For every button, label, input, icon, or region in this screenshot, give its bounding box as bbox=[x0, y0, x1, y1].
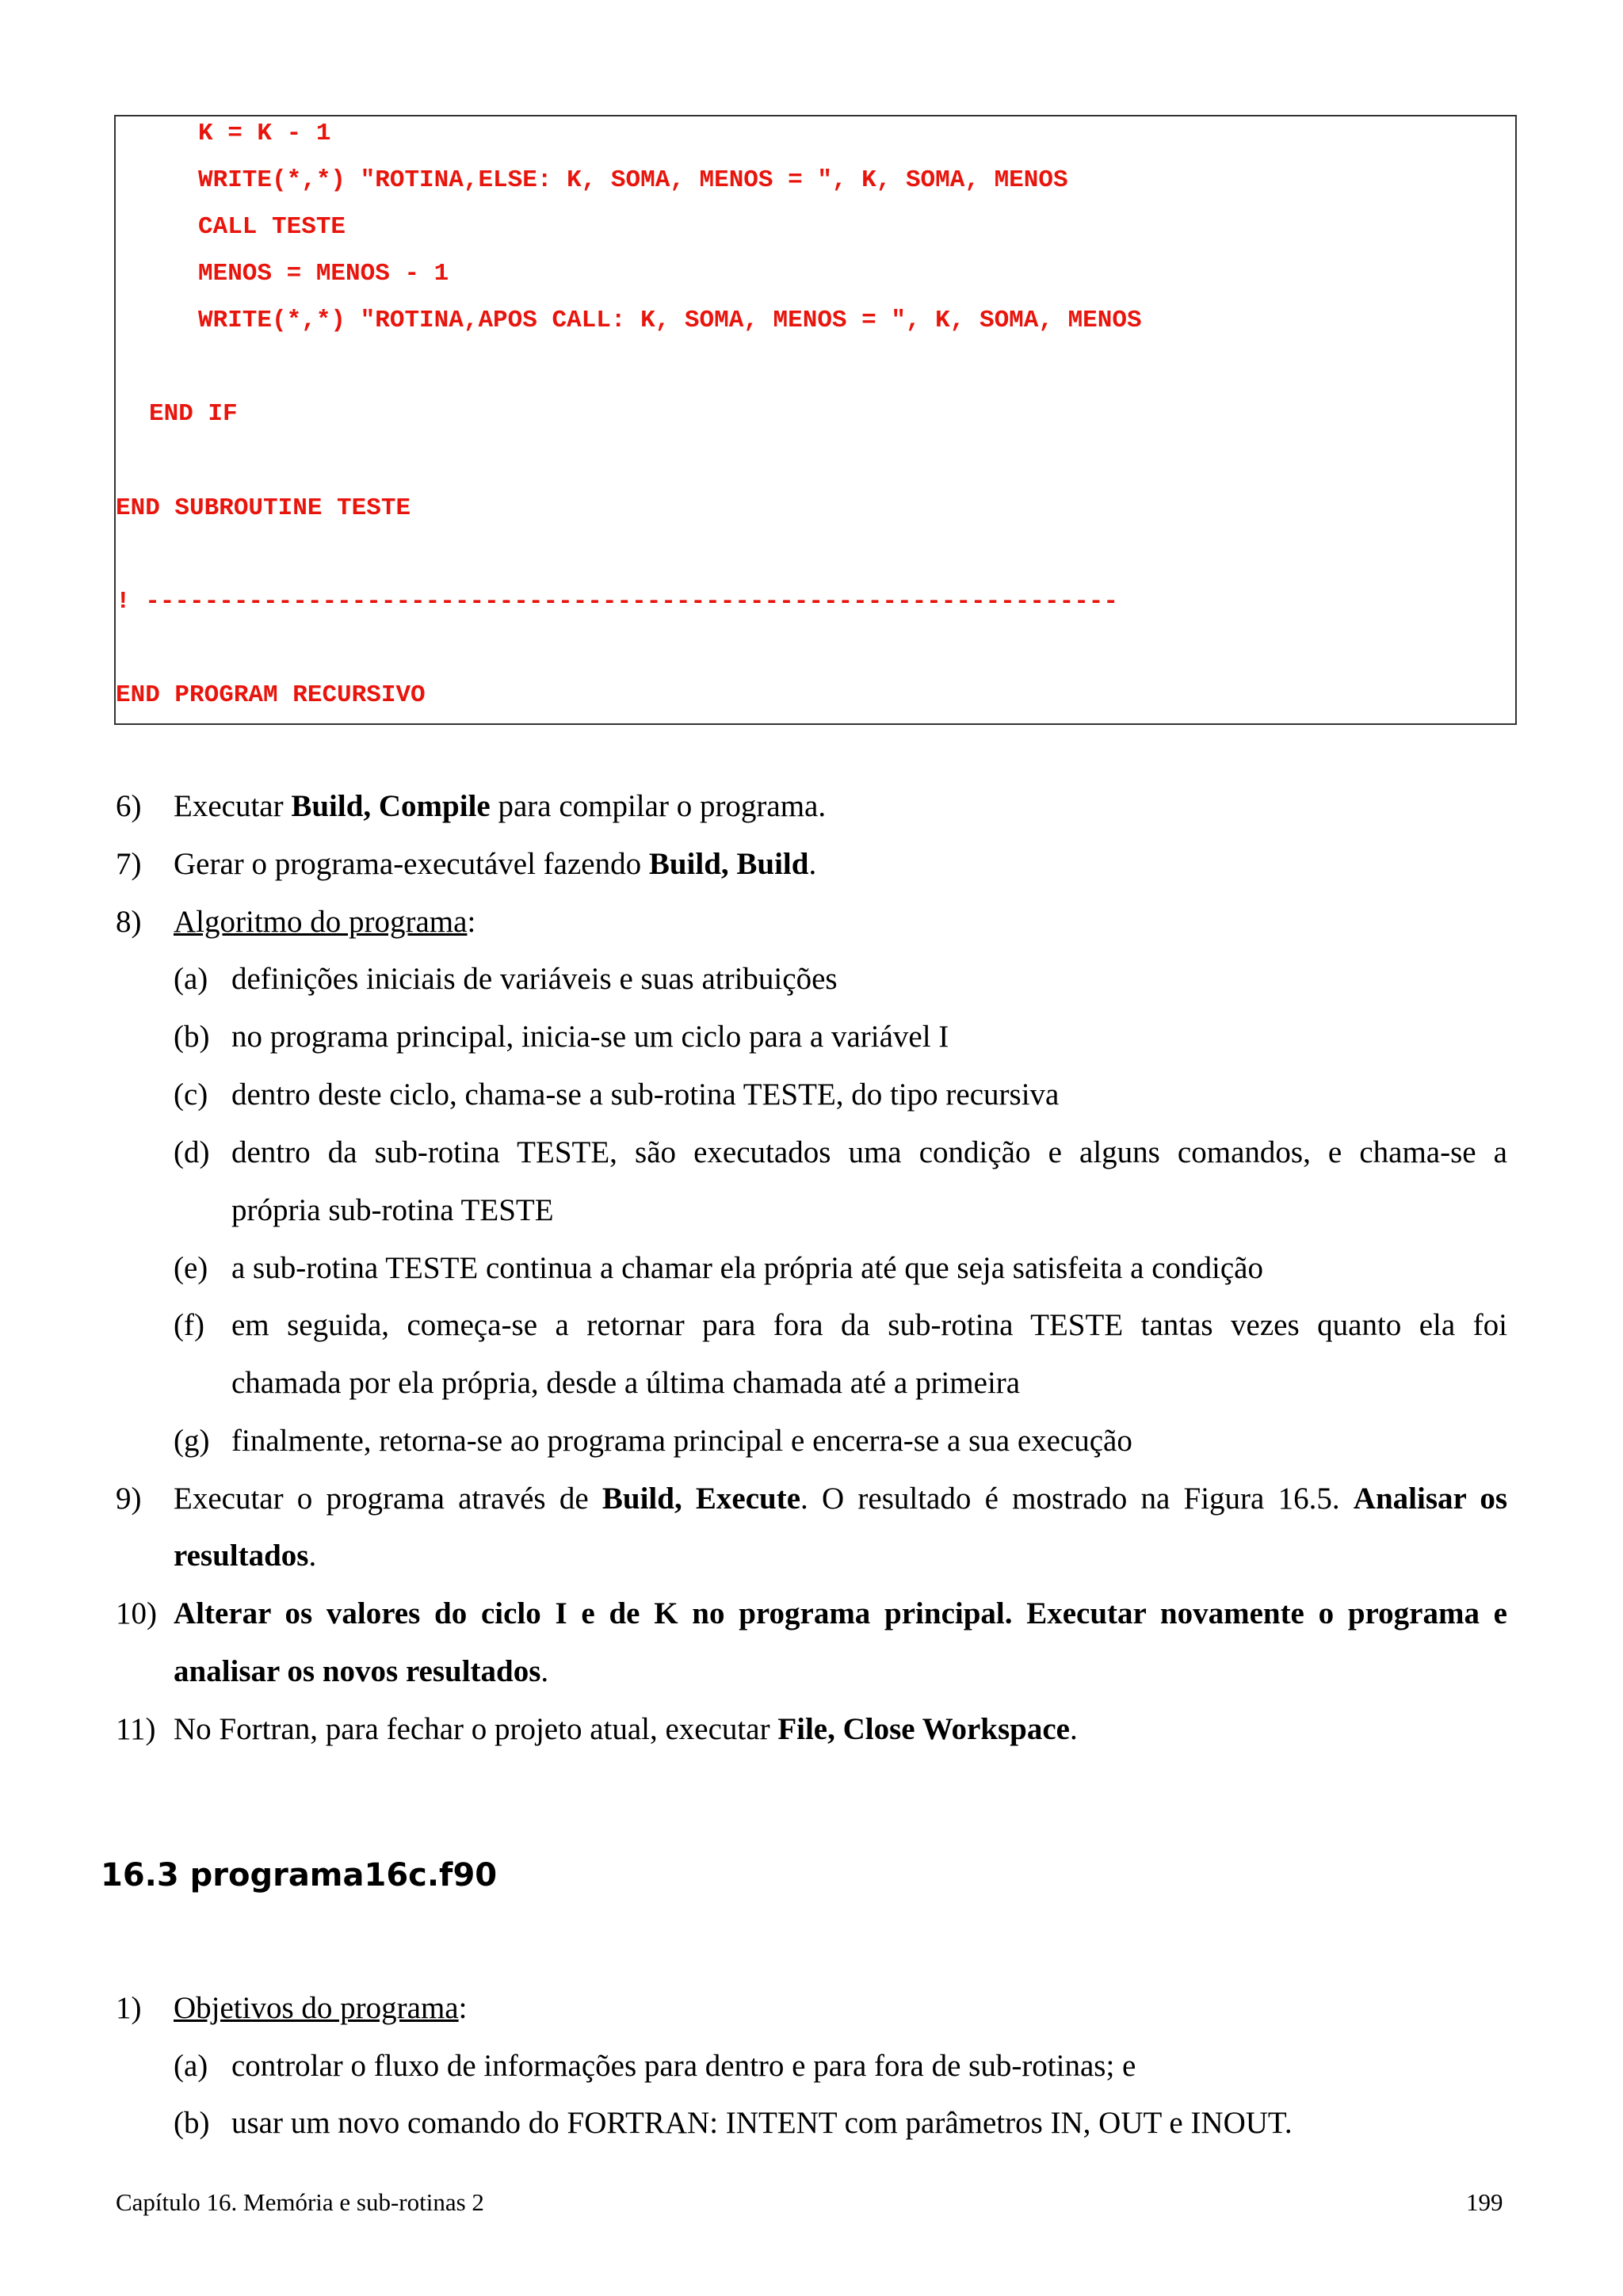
item-label: (a) bbox=[174, 2049, 208, 2083]
item-label: (b) bbox=[174, 2106, 210, 2140]
list-item-continuation: chamada por ela própria, desde a última chamada até a primeira bbox=[231, 1366, 1021, 1400]
code-line: MENOS = MENOS - 1 bbox=[198, 260, 449, 288]
list-item: dentro deste ciclo, chama-se a sub-rotina TESTE, do tipo recursiva bbox=[231, 1077, 1060, 1112]
code-line: END IF bbox=[149, 400, 238, 428]
code-line: END PROGRAM RECURSIVO bbox=[116, 681, 426, 709]
step-6-text: Executar Build, Compile para compilar o programa. bbox=[174, 789, 827, 823]
list-item: definições iniciais de variáveis e suas atribuições bbox=[231, 962, 838, 996]
item-label: (d) bbox=[174, 1135, 210, 1169]
list-item-continuation: própria sub-rotina TESTE bbox=[231, 1193, 554, 1227]
step-8-text: Algoritmo do programa: bbox=[174, 905, 476, 939]
step-number: 9) bbox=[116, 1482, 142, 1516]
code-line: ! ------------------------------------------------------------------ bbox=[116, 588, 1119, 616]
list-item: finalmente, retorna-se ao programa principal e encerra-se a sua execução bbox=[231, 1424, 1132, 1458]
section-heading: 16.3 programa16c.f90 bbox=[101, 1857, 498, 1894]
step-number: 7) bbox=[116, 847, 142, 881]
code-line: K = K - 1 bbox=[198, 120, 331, 147]
code-listing bbox=[114, 115, 1517, 725]
step-number: 1) bbox=[116, 1991, 142, 2025]
list-item: no programa principal, inicia-se um ciclo para a variável I bbox=[231, 1020, 949, 1054]
step-number: 6) bbox=[116, 789, 142, 823]
step-7-text: Gerar o programa-executável fazendo Build, Build. bbox=[174, 847, 817, 881]
code-line: END SUBROUTINE TESTE bbox=[116, 494, 411, 522]
code-line: WRITE(*,*) "ROTINA,APOS CALL: K, SOMA, MENOS = ", K, SOMA, MENOS bbox=[198, 307, 1142, 334]
section-step-1-text: Objetivos do programa: bbox=[174, 1991, 468, 2025]
step-10-text: Alterar os valores do ciclo I e de K no programa principal. Executar novamente o programa e bbox=[174, 1596, 1507, 1630]
item-label: (f) bbox=[174, 1308, 204, 1342]
step-11-text: No Fortran, para fechar o projeto atual, executar File, Close Workspace. bbox=[174, 1712, 1078, 1746]
list-item: usar um novo comando do FORTRAN: INTENT com parâmetros IN, OUT e INOUT. bbox=[231, 2106, 1293, 2140]
list-item: em seguida, começa-se a retornar para fora da sub-rotina TESTE tantas vezes quanto ela foi bbox=[231, 1308, 1507, 1342]
step-9-text: Executar o programa através de Build, Execute. O resultado é mostrado na Figura 16.5. Analisar os bbox=[174, 1482, 1507, 1516]
item-label: (g) bbox=[174, 1424, 210, 1458]
item-label: (c) bbox=[174, 1077, 208, 1112]
step-number: 10) bbox=[116, 1596, 157, 1630]
footer-chapter: Capítulo 16. Memória e sub-rotinas 2 bbox=[116, 2188, 484, 2216]
list-item: dentro da sub-rotina TESTE, são executados uma condição e alguns comandos, e chama-se a bbox=[231, 1135, 1507, 1169]
page-number: 199 bbox=[1466, 2188, 1503, 2216]
code-line: CALL TESTE bbox=[198, 213, 346, 241]
step-9-continuation: resultados. bbox=[174, 1539, 317, 1573]
step-number: 11) bbox=[116, 1712, 156, 1746]
code-line: WRITE(*,*) "ROTINA,ELSE: K, SOMA, MENOS = ", K, SOMA, MENOS bbox=[198, 166, 1068, 194]
step-number: 8) bbox=[116, 905, 142, 939]
item-label: (e) bbox=[174, 1251, 208, 1285]
list-item: a sub-rotina TESTE continua a chamar ela própria até que seja satisfeita a condição bbox=[231, 1251, 1263, 1285]
list-item: controlar o fluxo de informações para dentro e para fora de sub-rotinas; e bbox=[231, 2049, 1136, 2083]
step-10-continuation: analisar os novos resultados. bbox=[174, 1654, 549, 1688]
item-label: (a) bbox=[174, 962, 208, 996]
item-label: (b) bbox=[174, 1020, 210, 1054]
